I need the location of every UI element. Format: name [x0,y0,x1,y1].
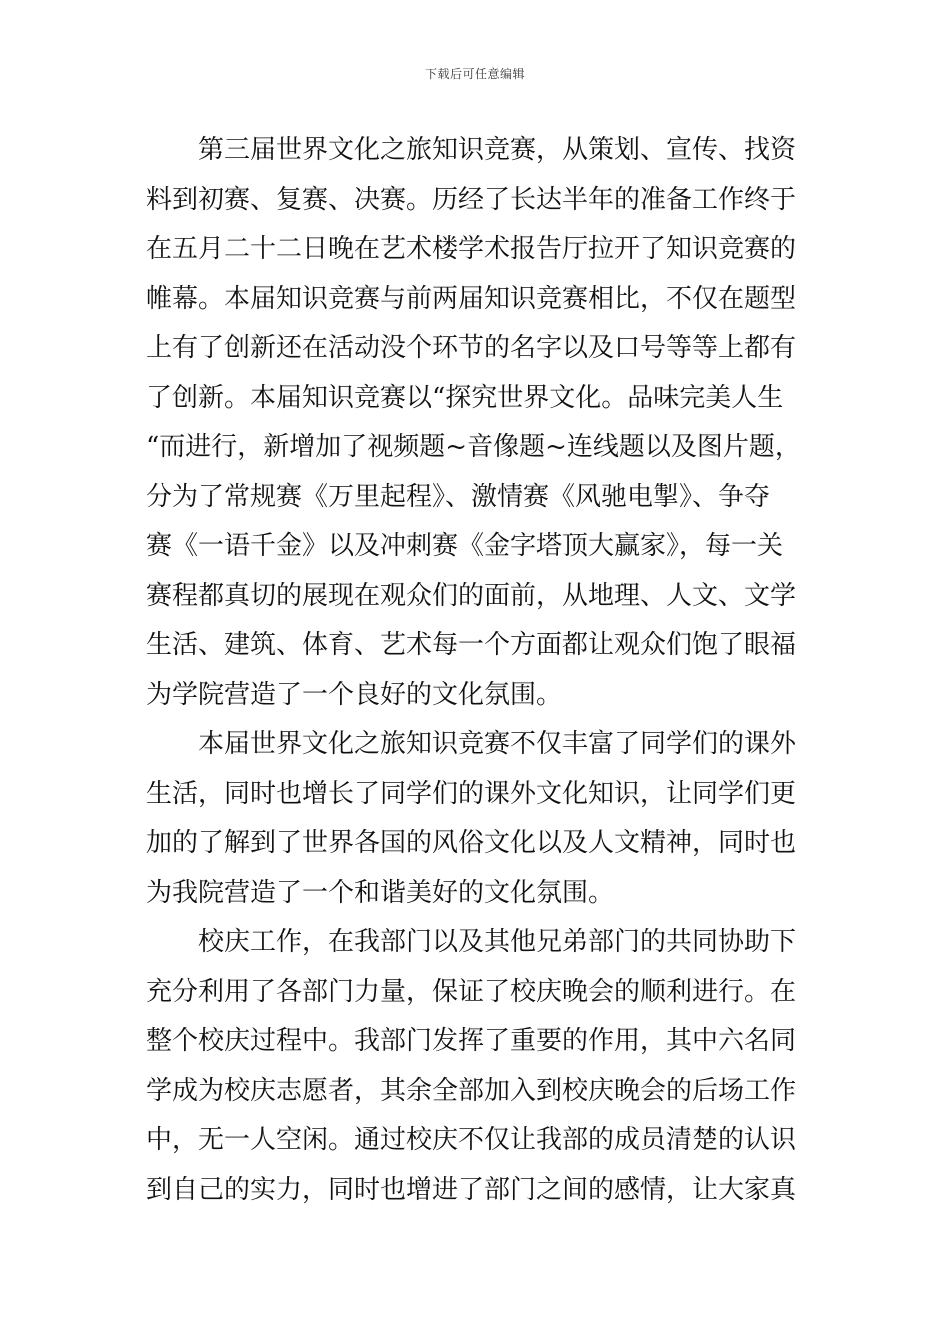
text-line: 为我院营造了一个和谐美好的文化氛围。 [146,877,615,908]
text-line: 料到初赛、复赛、决赛。历经了长达半年的准备工作终于 [146,184,797,215]
text-line: 在五月二十二日晚在艺术楼学术报告厅拉开了知识竞赛的 [146,234,797,264]
text-line: 校庆工作，在我部门以及其他兄弟部门的共同协助下 [198,927,797,957]
text-line: 学成为校庆志愿者，其余全部加入到校庆晚会的后场工作 [146,1075,797,1106]
text-line: 到自己的实力，同时也增进了部门之间的感情，让大家真 [146,1174,797,1205]
text-line: 赛程都真切的展现在观众们的面前，从地理、人文、文学 [146,580,797,611]
text-line: 第三届世界文化之旅知识竞赛，从策划、宣传、找资 [198,135,797,165]
text-line: 为学院营造了一个良好的文化氛围。 [146,679,563,710]
text-line: 上有了创新还在活动没个环节的名字以及口号等等上都有 [146,333,797,363]
paragraph-3 [146,918,812,1215]
text-line: 帷幕。本届知识竞赛与前两届知识竞赛相比，不仅在题型 [146,283,797,314]
paragraph-1 [146,126,812,720]
text-line: 整个校庆过程中。我部门发挥了重要的作用，其中六名同 [146,1026,797,1056]
text-line: 赛《一语千金》以及冲刺赛《金字塔顶大赢家》，每一关 [146,531,784,561]
text-line: 生活，同时也增长了同学们的课外文化知识，让同学们更 [146,778,797,809]
text-line: 充分利用了各部门力量，保证了校庆晚会的顺利进行。在 [146,976,797,1007]
text-line: “而进行，新增加了视频题~音像题~连线题以及图片题， [146,432,801,462]
document-body [146,126,812,1215]
text-line: 了创新。本届知识竞赛以“探究世界文化。品味完美人生 [146,382,784,413]
paragraph-2 [146,720,812,918]
text-line: 中，无一人空闲。通过校庆不仅让我部的成员清楚的认识 [146,1125,797,1155]
page-header: 下载后可任意编辑 [424,67,525,81]
text-line: 加的了解到了世界各国的风俗文化以及人文精神，同时也 [146,828,797,858]
text-line: 本届世界文化之旅知识竞赛不仅丰富了同学们的课外 [198,729,797,759]
text-line: 分为了常规赛《万里起程》、激情赛《风驰电掣》、争夺 [146,481,771,512]
text-line: 生活、建筑、体育、艺术每一个方面都让观众们饱了眼福 [146,630,797,660]
